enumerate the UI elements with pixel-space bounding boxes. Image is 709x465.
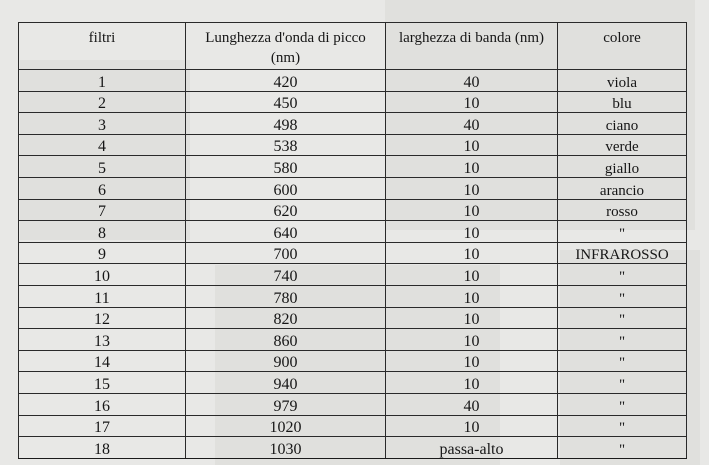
cell-filtro: 12 [19, 307, 186, 329]
cell-filtro: 18 [19, 437, 186, 459]
cell-bandwidth: 40 [386, 70, 558, 92]
cell-colore: ciano [558, 113, 687, 135]
cell-peak-wavelength: 860 [186, 329, 386, 351]
cell-peak-wavelength: 979 [186, 393, 386, 415]
cell-filtro: 13 [19, 329, 186, 351]
header-row [19, 23, 687, 70]
cell-filtro: 10 [19, 264, 186, 286]
cell-peak-wavelength: 600 [186, 177, 386, 199]
header-bandwidth: larghezza di banda (nm) [386, 23, 558, 70]
cell-filtro: 9 [19, 242, 186, 264]
cell-filtro: 11 [19, 285, 186, 307]
header-peak-line1: Lunghezza d'onda di picco [205, 30, 366, 46]
cell-bandwidth: 10 [386, 242, 558, 264]
table-body [19, 70, 687, 459]
cell-colore: " [558, 372, 687, 394]
table-row [19, 415, 687, 437]
cell-peak-wavelength: 900 [186, 350, 386, 372]
table-header [19, 23, 687, 70]
cell-bandwidth: 10 [386, 264, 558, 286]
cell-colore: viola [558, 70, 687, 92]
cell-bandwidth: 40 [386, 393, 558, 415]
table-row [19, 242, 687, 264]
table-row [19, 264, 687, 286]
cell-bandwidth: 10 [386, 221, 558, 243]
cell-colore: " [558, 393, 687, 415]
header-peak-wavelength [186, 23, 386, 70]
cell-filtro: 4 [19, 134, 186, 156]
cell-filtro: 16 [19, 393, 186, 415]
cell-filtro: 15 [19, 372, 186, 394]
cell-colore: " [558, 285, 687, 307]
table-row [19, 329, 687, 351]
cell-bandwidth: 10 [386, 372, 558, 394]
filters-table [18, 22, 687, 459]
cell-bandwidth: 10 [386, 329, 558, 351]
cell-colore: " [558, 329, 687, 351]
table-row [19, 199, 687, 221]
table-row [19, 70, 687, 92]
table-row [19, 393, 687, 415]
cell-bandwidth: 10 [386, 91, 558, 113]
cell-colore: " [558, 264, 687, 286]
cell-filtro: 17 [19, 415, 186, 437]
cell-peak-wavelength: 700 [186, 242, 386, 264]
table-row [19, 437, 687, 459]
cell-peak-wavelength: 1020 [186, 415, 386, 437]
cell-peak-wavelength: 498 [186, 113, 386, 135]
cell-filtro: 14 [19, 350, 186, 372]
cell-filtro: 3 [19, 113, 186, 135]
cell-filtro: 7 [19, 199, 186, 221]
header-filtri: filtri [19, 23, 186, 70]
cell-peak-wavelength: 450 [186, 91, 386, 113]
cell-colore: INFRAROSSO [558, 242, 687, 264]
cell-peak-wavelength: 780 [186, 285, 386, 307]
cell-bandwidth: 10 [386, 415, 558, 437]
cell-filtro: 2 [19, 91, 186, 113]
cell-colore: arancio [558, 177, 687, 199]
cell-bandwidth: 10 [386, 350, 558, 372]
cell-peak-wavelength: 420 [186, 70, 386, 92]
cell-bandwidth: 10 [386, 285, 558, 307]
cell-colore: " [558, 415, 687, 437]
table-row [19, 372, 687, 394]
cell-bandwidth: 10 [386, 156, 558, 178]
cell-peak-wavelength: 538 [186, 134, 386, 156]
header-peak-line2: (nm) [270, 50, 301, 66]
cell-peak-wavelength: 740 [186, 264, 386, 286]
cell-peak-wavelength: 580 [186, 156, 386, 178]
table-row [19, 285, 687, 307]
table-row [19, 156, 687, 178]
header-colore: colore [558, 23, 687, 70]
cell-colore: " [558, 307, 687, 329]
cell-filtro: 1 [19, 70, 186, 92]
cell-colore: rosso [558, 199, 687, 221]
cell-bandwidth: passa-alto [386, 437, 558, 459]
table-row [19, 350, 687, 372]
table-row [19, 221, 687, 243]
cell-filtro: 5 [19, 156, 186, 178]
cell-peak-wavelength: 940 [186, 372, 386, 394]
cell-filtro: 8 [19, 221, 186, 243]
cell-bandwidth: 10 [386, 177, 558, 199]
table-row [19, 307, 687, 329]
table-row [19, 91, 687, 113]
cell-bandwidth: 10 [386, 307, 558, 329]
cell-colore: " [558, 221, 687, 243]
cell-bandwidth: 10 [386, 134, 558, 156]
table-row [19, 177, 687, 199]
cell-peak-wavelength: 820 [186, 307, 386, 329]
cell-colore: blu [558, 91, 687, 113]
cell-peak-wavelength: 620 [186, 199, 386, 221]
cell-colore: " [558, 350, 687, 372]
table-row [19, 113, 687, 135]
cell-colore: verde [558, 134, 687, 156]
table-row [19, 134, 687, 156]
cell-filtro: 6 [19, 177, 186, 199]
cell-peak-wavelength: 1030 [186, 437, 386, 459]
cell-peak-wavelength: 640 [186, 221, 386, 243]
cell-bandwidth: 10 [386, 199, 558, 221]
cell-bandwidth: 40 [386, 113, 558, 135]
cell-colore: giallo [558, 156, 687, 178]
cell-colore: " [558, 437, 687, 459]
